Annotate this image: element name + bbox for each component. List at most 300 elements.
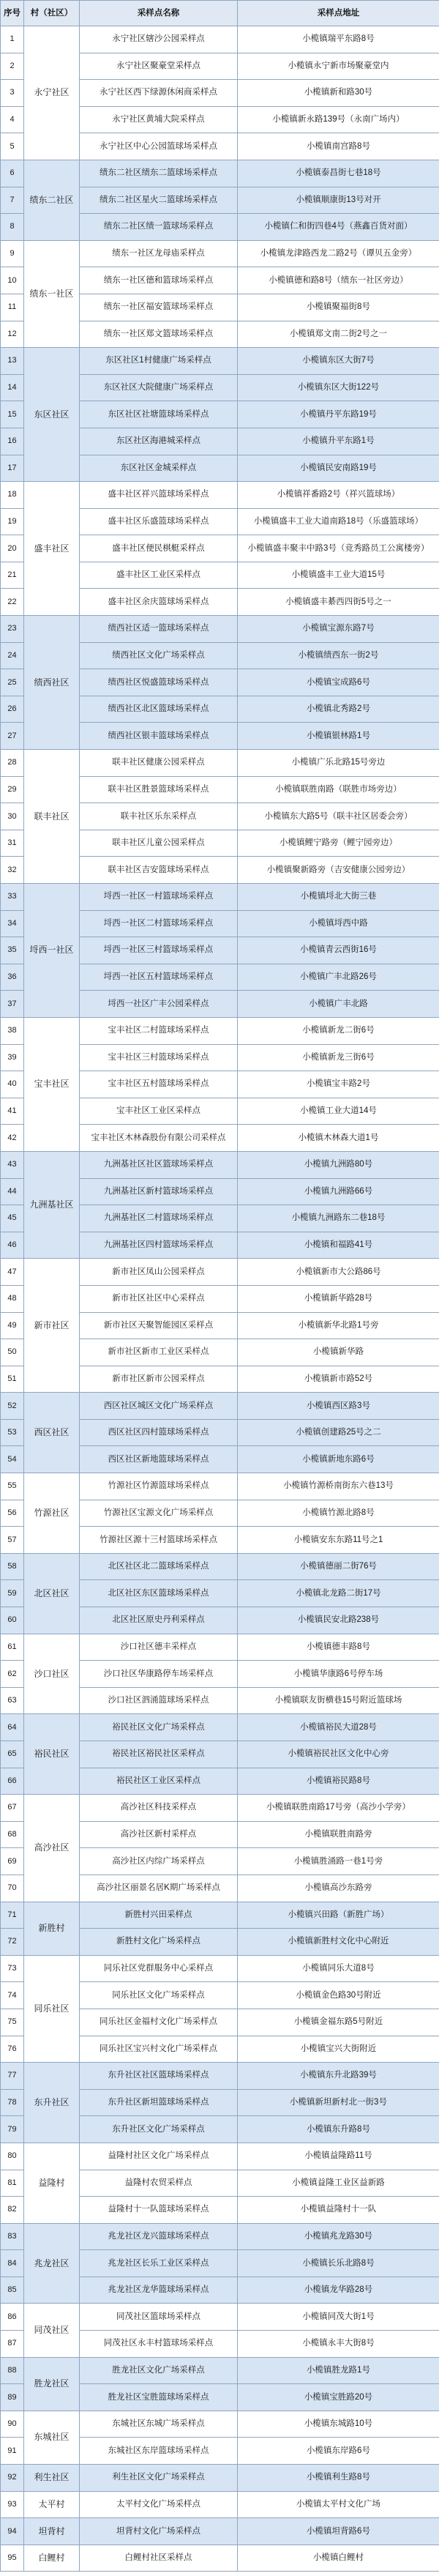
site-name-cell: 埒西一社区三村篮球场采样点	[80, 937, 238, 964]
site-address-cell: 小榄镇工业大道14号	[238, 1098, 439, 1125]
site-name-cell: 兆龙社区龙华篮球场采样点	[80, 2277, 238, 2304]
site-name-cell: 九洲基社区社区篮球场采样点	[80, 1151, 238, 1178]
village-cell: 绩东一社区	[24, 240, 80, 347]
site-name-cell: 联丰社区儿童公园采样点	[80, 830, 238, 857]
site-address-cell: 小榄镇祥番路2号（祥兴篮球场）	[238, 482, 439, 509]
site-address-cell: 小榄镇木林森大道1号	[238, 1125, 439, 1152]
site-address-cell: 小榄镇九洲路80号	[238, 1151, 439, 1178]
site-name-cell: 沙口社区华康路停车场采样点	[80, 1661, 238, 1688]
row-seq: 18	[1, 482, 24, 509]
site-address-cell: 小榄镇新市路52号	[238, 1366, 439, 1393]
site-address-cell: 小榄镇益隆工业区益新路	[238, 2170, 439, 2197]
site-address-cell: 小榄镇东城路10号	[238, 2411, 439, 2438]
table-row	[1, 26, 439, 53]
site-name-cell: 宝丰社区五村篮球场采样点	[80, 1071, 238, 1098]
site-name-cell: 新市社区新市公园采样点	[80, 1366, 238, 1393]
table-row	[1, 2411, 439, 2438]
table-row	[1, 160, 439, 187]
site-address-cell: 小榄镇同乐大道8号	[238, 1955, 439, 1982]
site-name-cell: 胜龙社区宝胜篮球场采样点	[80, 2384, 238, 2411]
site-address-cell: 小榄镇高沙东路旁	[238, 1875, 439, 1902]
site-address-cell: 小榄镇聚福街8号	[238, 294, 439, 321]
site-address-cell: 小榄镇泰昌街七巷18号	[238, 160, 439, 187]
village-cell: 埒西一社区	[24, 884, 80, 1018]
site-address-cell: 小榄镇新华路28号	[238, 1285, 439, 1312]
site-address-cell: 小榄镇民安北路238号	[238, 1607, 439, 1634]
site-name-cell: 永宁社区黄埔大院采样点	[80, 106, 238, 133]
village-cell: 东城社区	[24, 2411, 80, 2464]
site-name-cell: 埒西一社区五村篮球场采样点	[80, 964, 238, 991]
site-address-cell: 小榄镇太平村文化广场	[238, 2491, 439, 2518]
site-address-cell: 小榄镇盛丰工业大道南路18号（乐盛篮球场）	[238, 508, 439, 535]
site-name-cell: 北区社区北二篮球场采样点	[80, 1553, 238, 1580]
row-seq: 46	[1, 1232, 24, 1259]
row-seq: 20	[1, 535, 24, 562]
site-name-cell: 兆龙社区龙兴篮球场采样点	[80, 2223, 238, 2250]
row-seq: 56	[1, 1500, 24, 1527]
table-row	[1, 240, 439, 267]
row-seq: 85	[1, 2277, 24, 2304]
site-name-cell: 宝丰社区工业区采样点	[80, 1098, 238, 1125]
table-row	[1, 1393, 439, 1420]
site-name-cell: 九洲基社区四村篮球场采样点	[80, 1232, 238, 1259]
site-name-cell: 埒西一社区广丰公园采样点	[80, 991, 238, 1018]
site-name-cell: 沙口社区泗涌篮球场采样点	[80, 1687, 238, 1714]
row-seq: 72	[1, 1929, 24, 1956]
site-name-cell: 东区社区1村健康广场采样点	[80, 348, 238, 375]
row-seq: 61	[1, 1634, 24, 1661]
table-row	[1, 482, 439, 509]
table-row	[1, 616, 439, 643]
site-name-cell: 白鲤村社区采样点	[80, 2545, 238, 2572]
site-name-cell: 盛丰社区便民棋艇采样点	[80, 535, 238, 562]
row-seq: 58	[1, 1553, 24, 1580]
row-seq: 3	[1, 80, 24, 107]
table-row	[1, 2304, 439, 2331]
site-address-cell: 小榄镇民安南路19号	[238, 455, 439, 482]
row-seq: 75	[1, 2009, 24, 2036]
site-name-cell: 宝丰社区木林森股份有限公司采样点	[80, 1125, 238, 1152]
village-cell: 胜龙社区	[24, 2357, 80, 2411]
site-name-cell: 竹源社区竹源篮球场采样点	[80, 1473, 238, 1500]
site-address-cell: 小榄镇宝丰路2号	[238, 1071, 439, 1098]
row-seq: 9	[1, 240, 24, 267]
village-cell: 太平村	[24, 2491, 80, 2518]
village-cell: 西区社区	[24, 1393, 80, 1473]
site-name-cell: 同乐社区党群服务中心采样点	[80, 1955, 238, 1982]
row-seq: 89	[1, 2384, 24, 2411]
row-seq: 81	[1, 2170, 24, 2197]
site-name-cell: 同乐社区宝兴村文化广场采样点	[80, 2036, 238, 2063]
row-seq: 94	[1, 2518, 24, 2545]
site-address-cell: 小榄镇裕民路8号	[238, 1768, 439, 1795]
site-address-cell: 小榄镇联胜南路（联胜市场旁边）	[238, 776, 439, 803]
row-seq: 16	[1, 428, 24, 455]
row-seq: 80	[1, 2143, 24, 2170]
site-address-cell: 小榄镇兴田路（新胜广场）	[238, 1902, 439, 1929]
site-address-cell: 小榄镇东大路5号（联丰社区居委会旁）	[238, 803, 439, 830]
site-name-cell: 高沙社区新村采样点	[80, 1821, 238, 1848]
row-seq: 54	[1, 1446, 24, 1473]
site-address-cell: 小榄镇鲤宁路旁（鲤宁园旁边）	[238, 830, 439, 857]
site-name-cell: 绩东二社区绩东二篮球场采样点	[80, 160, 238, 187]
site-address-cell: 小榄镇同茂大街1号	[238, 2304, 439, 2331]
site-name-cell: 宝丰社区二村篮球场采样点	[80, 1017, 238, 1044]
village-cell: 联丰社区	[24, 750, 80, 884]
site-address-cell: 小榄镇埒北大街三巷	[238, 884, 439, 911]
site-name-cell: 绩东一社区福安篮球场采样点	[80, 294, 238, 321]
row-seq: 87	[1, 2331, 24, 2358]
site-address-cell: 小榄镇胜龙路1号	[238, 2357, 439, 2384]
row-seq: 53	[1, 1419, 24, 1446]
row-seq: 40	[1, 1071, 24, 1098]
row-seq: 26	[1, 696, 24, 723]
site-address-cell: 小榄镇竹源桥南街东六巷13号	[238, 1473, 439, 1500]
site-address-cell: 小榄镇宝成路6号	[238, 669, 439, 696]
row-seq: 23	[1, 616, 24, 643]
row-seq: 60	[1, 1607, 24, 1634]
site-name-cell: 盛丰社区余庆篮球场采样点	[80, 589, 238, 616]
site-address-cell: 小榄镇九洲路东二巷18号	[238, 1205, 439, 1232]
site-name-cell: 西区社区城区文化广场采样点	[80, 1393, 238, 1420]
table-row	[1, 1151, 439, 1178]
table-row	[1, 1714, 439, 1741]
site-name-cell: 益隆村农贸采样点	[80, 2170, 238, 2197]
row-seq: 11	[1, 294, 24, 321]
site-name-cell: 宝丰社区三村篮球场采样点	[80, 1044, 238, 1071]
table-row	[1, 2518, 439, 2545]
village-cell: 同茂社区	[24, 2304, 80, 2357]
site-name-cell: 裕民社区文化广场采样点	[80, 1714, 238, 1741]
village-cell: 东区社区	[24, 348, 80, 482]
row-seq: 8	[1, 214, 24, 241]
site-address-cell: 小榄镇顺康街13号对开	[238, 187, 439, 214]
row-seq: 63	[1, 1687, 24, 1714]
site-name-cell: 永宁社区辖沙公园采样点	[80, 26, 238, 53]
row-seq: 29	[1, 776, 24, 803]
site-name-cell: 绩西社区文化广场采样点	[80, 642, 238, 669]
row-seq: 19	[1, 508, 24, 535]
site-name-cell: 东升社区社区篮球场采样点	[80, 2063, 238, 2090]
row-seq: 39	[1, 1044, 24, 1071]
table-row	[1, 1017, 439, 1044]
table-row	[1, 348, 439, 375]
site-address-cell: 小榄镇胜涌路一巷1号旁	[238, 1848, 439, 1875]
site-name-cell: 盛丰社区工业区采样点	[80, 562, 238, 589]
site-address-cell: 小榄镇安东东路11号之1	[238, 1527, 439, 1554]
site-name-cell: 九洲基社区二村篮球场采样点	[80, 1205, 238, 1232]
village-cell: 北区社区	[24, 1553, 80, 1634]
row-seq: 62	[1, 1661, 24, 1688]
site-address-cell: 小榄镇新龙二街6号	[238, 1017, 439, 1044]
row-seq: 55	[1, 1473, 24, 1500]
site-address-cell: 小榄镇北龙路二街17号	[238, 1580, 439, 1607]
header-seq: 序号	[1, 1, 24, 26]
site-name-cell: 绩西社区悦盛篮球场采样点	[80, 669, 238, 696]
site-name-cell: 高沙社区内综广场采样点	[80, 1848, 238, 1875]
table-header-row	[1, 1, 439, 26]
site-address-cell: 小榄镇白鲤村	[238, 2545, 439, 2572]
table-row	[1, 1473, 439, 1500]
table-row	[1, 2545, 439, 2572]
site-name-cell: 胜龙社区文化广场采样点	[80, 2357, 238, 2384]
site-name-cell: 联丰社区吉安篮球场采样点	[80, 857, 238, 884]
site-address-cell: 小榄镇金福东路5号附近	[238, 2009, 439, 2036]
table-row	[1, 1553, 439, 1580]
site-name-cell: 益隆村十一队篮球场采样点	[80, 2197, 238, 2224]
site-name-cell: 高沙社区科技采样点	[80, 1795, 238, 1822]
site-name-cell: 绩东二社区星火二篮球场采样点	[80, 187, 238, 214]
row-seq: 45	[1, 1205, 24, 1232]
row-seq: 7	[1, 187, 24, 214]
row-seq: 66	[1, 1768, 24, 1795]
site-address-cell: 小榄镇联友街横巷15号附近篮球场	[238, 1687, 439, 1714]
row-seq: 70	[1, 1875, 24, 1902]
site-name-cell: 绩东二社区绩一篮球场采样点	[80, 214, 238, 241]
row-seq: 37	[1, 991, 24, 1018]
row-seq: 92	[1, 2465, 24, 2492]
site-address-cell: 小榄镇仁和街四巷4号（燕鑫百货对面）	[238, 214, 439, 241]
village-cell: 新胜村	[24, 1902, 80, 1955]
site-address-cell: 小榄镇新胜村文化中心附近	[238, 1929, 439, 1956]
row-seq: 2	[1, 53, 24, 80]
site-address-cell: 小榄镇坦背路6号	[238, 2518, 439, 2545]
site-name-cell: 东区社区海港城采样点	[80, 428, 238, 455]
village-cell: 兆龙社区	[24, 2223, 80, 2304]
site-name-cell: 西区社区四村篮球场采样点	[80, 1419, 238, 1446]
row-seq: 84	[1, 2250, 24, 2277]
site-address-cell: 小榄镇广丰北路	[238, 991, 439, 1018]
row-seq: 17	[1, 455, 24, 482]
site-name-cell: 同茂社区篮球场采样点	[80, 2304, 238, 2331]
site-address-cell: 小榄镇新市大公路86号	[238, 1259, 439, 1286]
row-seq: 14	[1, 374, 24, 401]
village-cell: 沙口社区	[24, 1634, 80, 1714]
row-seq: 24	[1, 642, 24, 669]
row-seq: 4	[1, 106, 24, 133]
site-name-cell: 联丰社区胜景篮球场采样点	[80, 776, 238, 803]
site-address-cell: 小榄镇龙华路28号	[238, 2277, 439, 2304]
site-address-cell: 小榄镇青云西街16号	[238, 937, 439, 964]
table-row	[1, 1259, 439, 1286]
row-seq: 95	[1, 2545, 24, 2572]
site-address-cell: 小榄镇新龙三街6号	[238, 1044, 439, 1071]
row-seq: 69	[1, 1848, 24, 1875]
table-row	[1, 1795, 439, 1822]
table-row	[1, 2357, 439, 2384]
row-seq: 68	[1, 1821, 24, 1848]
table-row	[1, 884, 439, 911]
site-name-cell: 盛丰社区乐盛篮球场采样点	[80, 508, 238, 535]
row-seq: 91	[1, 2438, 24, 2465]
row-seq: 27	[1, 723, 24, 750]
site-name-cell: 永宁社区西下绿源休闲商采样点	[80, 80, 238, 107]
row-seq: 64	[1, 1714, 24, 1741]
site-name-cell: 绩西社区北区篮球场采样点	[80, 696, 238, 723]
site-address-cell: 小榄镇新地东路6号	[238, 1446, 439, 1473]
site-name-cell: 永宁社区中心公园篮球场采样点	[80, 133, 238, 160]
table-body	[1, 26, 439, 2572]
site-name-cell: 沙口社区德丰采样点	[80, 1634, 238, 1661]
site-address-cell: 小榄镇永丰大街8号	[238, 2331, 439, 2358]
site-name-cell: 东区社区大院健康广场采样点	[80, 374, 238, 401]
table-row	[1, 2465, 439, 2492]
row-seq: 74	[1, 1982, 24, 2009]
site-address-cell: 小榄镇裕民大道28号	[238, 1714, 439, 1741]
village-cell: 益隆村	[24, 2143, 80, 2223]
table-row	[1, 1634, 439, 1661]
row-seq: 48	[1, 1285, 24, 1312]
site-address-cell: 小榄镇益隆路11号	[238, 2143, 439, 2170]
site-address-cell: 小榄镇华康路6号停车场	[238, 1661, 439, 1688]
row-seq: 31	[1, 830, 24, 857]
row-seq: 12	[1, 321, 24, 348]
table-row	[1, 1955, 439, 1982]
row-seq: 78	[1, 2089, 24, 2116]
site-address-cell: 小榄镇龙津路西龙二路2号（谭贝五金旁）	[238, 240, 439, 267]
site-name-cell: 东区社区社塘篮球场采样点	[80, 401, 238, 428]
village-cell: 东升社区	[24, 2063, 80, 2143]
village-cell: 永宁社区	[24, 26, 80, 160]
table-row	[1, 2063, 439, 2090]
site-name-cell: 竹源社区源十三村篮球场采样点	[80, 1527, 238, 1554]
row-seq: 88	[1, 2357, 24, 2384]
site-name-cell: 裕民社区裕民社区采样点	[80, 1741, 238, 1768]
row-seq: 50	[1, 1339, 24, 1366]
village-cell: 利生社区	[24, 2465, 80, 2492]
site-name-cell: 埒西一社区二村篮球场采样点	[80, 910, 238, 937]
village-cell: 白鲤村	[24, 2545, 80, 2572]
site-name-cell: 东升社区新坦篮球场采样点	[80, 2089, 238, 2116]
site-name-cell: 坦背村文化广场采样点	[80, 2518, 238, 2545]
village-cell: 绩西社区	[24, 616, 80, 750]
site-address-cell: 小榄镇长乐北路8号	[238, 2250, 439, 2277]
site-name-cell: 同乐社区文化广场采样点	[80, 1982, 238, 2009]
site-address-cell: 小榄镇九洲路66号	[238, 1178, 439, 1205]
site-address-cell: 小榄镇升平东路1号	[238, 428, 439, 455]
site-name-cell: 高沙社区丽景名居K期广场采样点	[80, 1875, 238, 1902]
row-seq: 25	[1, 669, 24, 696]
site-address-cell: 小榄镇益隆村十一队	[238, 2197, 439, 2224]
site-name-cell: 联丰社区乐东采样点	[80, 803, 238, 830]
row-seq: 30	[1, 803, 24, 830]
header-site-name: 采样点名称	[80, 1, 238, 26]
village-cell: 坦背村	[24, 2518, 80, 2545]
site-name-cell: 埒西一社区一村篮球场采样点	[80, 884, 238, 911]
row-seq: 28	[1, 750, 24, 777]
village-cell: 九洲基社区	[24, 1151, 80, 1258]
site-address-cell: 小榄镇竹源北路8号	[238, 1500, 439, 1527]
site-name-cell: 北区社区东区篮球场采样点	[80, 1580, 238, 1607]
site-name-cell: 东区社区金城采样点	[80, 455, 238, 482]
row-seq: 22	[1, 589, 24, 616]
site-name-cell: 九洲基社区新村篮球场采样点	[80, 1178, 238, 1205]
row-seq: 83	[1, 2223, 24, 2250]
site-name-cell: 绩东一社区龙母庙采样点	[80, 240, 238, 267]
site-name-cell: 新市社区凤山公园采样点	[80, 1259, 238, 1286]
site-name-cell: 新胜村文化广场采样点	[80, 1929, 238, 1956]
site-address-cell: 小榄镇新和路30号	[238, 80, 439, 107]
village-cell: 绩东二社区	[24, 160, 80, 240]
row-seq: 51	[1, 1366, 24, 1393]
row-seq: 47	[1, 1259, 24, 1286]
village-cell: 裕民社区	[24, 1714, 80, 1795]
village-cell: 新市社区	[24, 1259, 80, 1393]
row-seq: 76	[1, 2036, 24, 2063]
row-seq: 6	[1, 160, 24, 187]
site-address-cell: 小榄镇新坦新村北一街3号	[238, 2089, 439, 2116]
site-address-cell: 小榄镇德丰路8号	[238, 1634, 439, 1661]
site-name-cell: 绩西社区适一篮球场采样点	[80, 616, 238, 643]
village-cell: 竹源社区	[24, 1473, 80, 1554]
site-address-cell: 小榄镇南宫路8号	[238, 133, 439, 160]
site-name-cell: 益隆村社区文化广场采样点	[80, 2143, 238, 2170]
site-address-cell: 小榄镇盛丰聚丰中路3号（竞秀路员工公寓楼旁）	[238, 535, 439, 562]
row-seq: 5	[1, 133, 24, 160]
site-name-cell: 太平村文化广场采样点	[80, 2491, 238, 2518]
site-address-cell: 小榄镇兆龙路30号	[238, 2223, 439, 2250]
site-name-cell: 新市社区天聚智能园区采样点	[80, 1312, 238, 1339]
row-seq: 79	[1, 2116, 24, 2143]
row-seq: 10	[1, 267, 24, 294]
row-seq: 82	[1, 2197, 24, 2224]
site-address-cell: 小榄镇宝胜路20号	[238, 2384, 439, 2411]
site-name-cell: 新市社区社区中心采样点	[80, 1285, 238, 1312]
row-seq: 34	[1, 910, 24, 937]
row-seq: 35	[1, 937, 24, 964]
header-village: 村（社区）	[24, 1, 80, 26]
site-address-cell: 小榄镇和福路41号	[238, 1232, 439, 1259]
row-seq: 32	[1, 857, 24, 884]
site-address-cell: 小榄镇西区路3号	[238, 1393, 439, 1420]
row-seq: 13	[1, 348, 24, 375]
site-address-cell: 小榄镇新永路139号（永南广场内）	[238, 106, 439, 133]
row-seq: 33	[1, 884, 24, 911]
site-address-cell: 小榄镇东区大街122号	[238, 374, 439, 401]
site-address-cell: 小榄镇东升北路39号	[238, 2063, 439, 2090]
site-address-cell: 小榄镇金色路30号附近	[238, 1982, 439, 2009]
site-name-cell: 盛丰社区祥兴篮球场采样点	[80, 482, 238, 509]
site-address-cell: 小榄镇联胜南路17号旁（高沙小学旁）	[238, 1795, 439, 1822]
site-name-cell: 利生社区文化广场采样点	[80, 2465, 238, 2492]
row-seq: 43	[1, 1151, 24, 1178]
site-address-cell: 小榄镇绩西东一街2号	[238, 642, 439, 669]
site-address-cell: 小榄镇新华北路1号旁	[238, 1312, 439, 1339]
site-address-cell: 小榄镇裕民社区文化中心旁	[238, 1741, 439, 1768]
site-name-cell: 新胜村兴田采样点	[80, 1902, 238, 1929]
site-name-cell: 东城社区东城广场采样点	[80, 2411, 238, 2438]
site-address-cell: 小榄镇埒西中路	[238, 910, 439, 937]
site-address-cell: 小榄镇东升路8号	[238, 2116, 439, 2143]
site-address-cell: 小榄镇创建路25号之二	[238, 1419, 439, 1446]
row-seq: 41	[1, 1098, 24, 1125]
site-name-cell: 东升社区文化广场采样点	[80, 2116, 238, 2143]
site-name-cell: 绩东一社区郑文篮球场采样点	[80, 321, 238, 348]
header-site-address: 采样点地址	[238, 1, 439, 26]
row-seq: 36	[1, 964, 24, 991]
site-name-cell: 西区社区新地篮球场采样点	[80, 1446, 238, 1473]
village-cell: 高沙社区	[24, 1795, 80, 1902]
site-address-cell: 小榄镇广丰北路26号	[238, 964, 439, 991]
site-address-cell: 小榄镇联胜南路旁	[238, 1821, 439, 1848]
row-seq: 67	[1, 1795, 24, 1822]
village-cell: 盛丰社区	[24, 482, 80, 616]
table-row	[1, 2223, 439, 2250]
site-name-cell: 同乐社区金福村文化广场采样点	[80, 2009, 238, 2036]
row-seq: 59	[1, 1580, 24, 1607]
village-cell: 宝丰社区	[24, 1017, 80, 1151]
site-name-cell: 东城社区东岸篮球场采样点	[80, 2438, 238, 2465]
